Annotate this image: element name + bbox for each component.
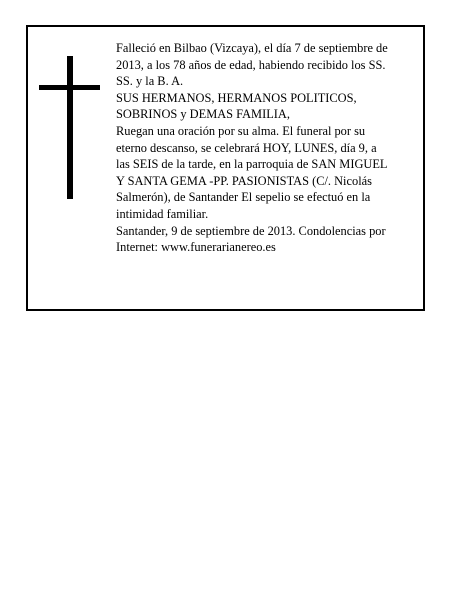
text-line: Salmerón), de Santander El sepelio se efectuó en la xyxy=(116,190,371,205)
text-line: SOBRINOS y DEMAS FAMILIA, xyxy=(116,107,290,122)
text-line: las SEIS de la tarde, en la parroquia de SAN MIGUEL xyxy=(116,157,388,172)
obituary-notice xyxy=(26,25,425,311)
cross-vertical-bar xyxy=(67,56,73,199)
text-line: Santander, 9 de septiembre de 2013. Condolencias por xyxy=(116,223,386,238)
text-line: SUS HERMANOS, HERMANOS POLITICOS, xyxy=(116,90,357,105)
text-line: Y SANTA GEMA -PP. PASIONISTAS (C/. Nicolás xyxy=(116,173,372,188)
text-line: SS. y la B. A. xyxy=(116,74,184,89)
text-line: Internet: www.funerarianereo.es xyxy=(116,240,276,255)
text-line: eterno descanso, se celebrará HOY, LUNES, día 9, a xyxy=(116,140,377,155)
text-line: intimidad familiar. xyxy=(116,206,209,221)
obituary-text xyxy=(116,40,418,256)
text-line: Ruegan una oración por su alma. El funeral por su xyxy=(116,123,366,138)
text-line: Falleció en Bilbao (Vizcaya), el día 7 de septiembre de xyxy=(116,41,388,55)
cross-horizontal-bar xyxy=(39,85,100,90)
text-line: 2013, a los 78 años de edad, habiendo recibido los SS. xyxy=(116,57,386,72)
